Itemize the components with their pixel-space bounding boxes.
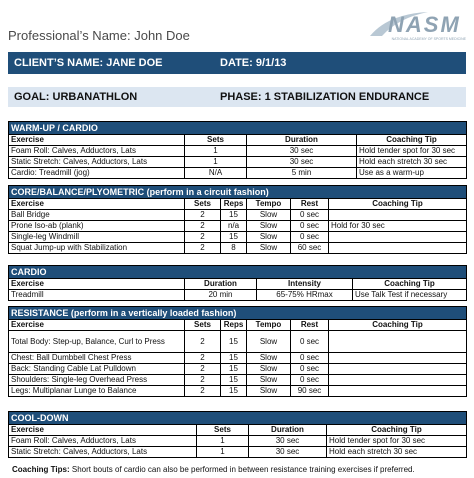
resistance-header: Reps bbox=[221, 320, 247, 331]
tip-cell bbox=[329, 375, 467, 386]
tip-cell: Hold tender spot for 30 sec bbox=[357, 146, 467, 157]
core-header: Sets bbox=[185, 199, 221, 210]
tip-cell bbox=[329, 386, 467, 397]
rest-cell: 0 sec bbox=[291, 375, 329, 386]
tempo-cell: Slow bbox=[247, 386, 291, 397]
cooldown-header: Sets bbox=[197, 425, 249, 436]
exercise-cell: Foam Roll: Calves, Adductors, Lats bbox=[9, 436, 197, 447]
table-row bbox=[9, 353, 467, 364]
warmup-title: WARM-UP / CARDIO bbox=[9, 122, 467, 135]
nasm-logo bbox=[368, 10, 464, 46]
table-row bbox=[9, 447, 467, 458]
professional-value: John Doe bbox=[134, 28, 190, 43]
reps-cell: 15 bbox=[221, 353, 247, 364]
resistance-header: Exercise bbox=[9, 320, 185, 331]
goal-bar bbox=[8, 87, 466, 107]
tip-cell bbox=[329, 331, 467, 353]
warmup-header: Exercise bbox=[9, 135, 185, 146]
sets-cell: 1 bbox=[197, 447, 249, 458]
tip-cell: Hold tender spot for 30 sec bbox=[327, 436, 467, 447]
table-row bbox=[9, 146, 467, 157]
exercise-cell: Chest: Ball Dumbbell Chest Press bbox=[9, 353, 185, 364]
exercise-cell: Shoulders: Single-leg Overhead Press bbox=[9, 375, 185, 386]
tempo-cell: Slow bbox=[247, 243, 291, 254]
table-row bbox=[9, 290, 467, 301]
sets-cell: 2 bbox=[185, 243, 221, 254]
table-row bbox=[9, 221, 467, 232]
table-row bbox=[9, 168, 467, 179]
footnote-text: Short bouts of cardio can also be performed in between resistance training exercises if preferred. bbox=[69, 465, 415, 474]
tempo-cell: Slow bbox=[247, 232, 291, 243]
duration-cell: 30 sec bbox=[249, 447, 327, 458]
core-title: CORE/BALANCE/PLYOMETRIC (perform in a circuit fashion) bbox=[9, 186, 467, 199]
table-row bbox=[9, 210, 467, 221]
tip-cell bbox=[329, 353, 467, 364]
rest-cell: 0 sec bbox=[291, 331, 329, 353]
tempo-cell: Slow bbox=[247, 331, 291, 353]
resistance-header: Coaching Tip bbox=[329, 320, 467, 331]
rest-cell: 60 sec bbox=[291, 243, 329, 254]
footnote-label: Coaching Tips: bbox=[12, 465, 70, 474]
tempo-cell: Slow bbox=[247, 375, 291, 386]
table-row bbox=[9, 331, 467, 353]
rest-cell: 0 sec bbox=[291, 210, 329, 221]
client-name: CLIENT’S NAME: JANE DOE bbox=[14, 57, 163, 69]
intensity-cell: 65-75% HRmax bbox=[257, 290, 353, 301]
duration-cell: 30 sec bbox=[247, 146, 357, 157]
exercise-cell: Static Stretch: Calves, Adductors, Lats bbox=[9, 447, 197, 458]
rest-cell: 0 sec bbox=[291, 364, 329, 375]
sets-cell: 2 bbox=[185, 353, 221, 364]
core-table bbox=[8, 185, 467, 254]
exercise-cell: Foam Roll: Calves, Adductors, Lats bbox=[9, 146, 185, 157]
duration-cell: 30 sec bbox=[249, 436, 327, 447]
cooldown-header: Coaching Tip bbox=[327, 425, 467, 436]
duration-cell: 5 min bbox=[247, 168, 357, 179]
sets-cell: 2 bbox=[185, 221, 221, 232]
exercise-cell: Static Stretch: Calves, Adductors, Lats bbox=[9, 157, 185, 168]
session-date: DATE: 9/1/13 bbox=[220, 57, 287, 69]
tempo-cell: Slow bbox=[247, 353, 291, 364]
exercise-cell: Squat Jump-up with Stabilization bbox=[9, 243, 185, 254]
rest-cell: 0 sec bbox=[291, 232, 329, 243]
phase: PHASE: 1 STABILIZATION ENDURANCE bbox=[220, 91, 430, 103]
reps-cell: 15 bbox=[221, 331, 247, 353]
tip-cell: Hold each stretch 30 sec bbox=[327, 447, 467, 458]
sets-cell: 2 bbox=[185, 232, 221, 243]
tip-cell bbox=[329, 232, 467, 243]
cooldown-header: Duration bbox=[249, 425, 327, 436]
sets-cell: 2 bbox=[185, 210, 221, 221]
duration-cell: 30 sec bbox=[247, 157, 357, 168]
core-header: Rest bbox=[291, 199, 329, 210]
cooldown-table bbox=[8, 411, 467, 458]
resistance-header: Tempo bbox=[247, 320, 291, 331]
core-header: Tempo bbox=[247, 199, 291, 210]
table-row bbox=[9, 386, 467, 397]
tempo-cell: Slow bbox=[247, 210, 291, 221]
table-row bbox=[9, 375, 467, 386]
tip-cell bbox=[329, 210, 467, 221]
exercise-cell: Legs: Multiplanar Lunge to Balance bbox=[9, 386, 185, 397]
warmup-header: Sets bbox=[185, 135, 247, 146]
goal: GOAL: URBANATHLON bbox=[14, 91, 138, 103]
cardio-header: Duration bbox=[185, 279, 257, 290]
logo-subtext: NATIONAL ACADEMY OF SPORTS MEDICINE bbox=[391, 37, 466, 41]
cardio-header: Intensity bbox=[257, 279, 353, 290]
sets-cell: 2 bbox=[185, 331, 221, 353]
table-row bbox=[9, 364, 467, 375]
warmup-table bbox=[8, 121, 467, 179]
exercise-cell: Single-leg Windmill bbox=[9, 232, 185, 243]
client-bar bbox=[8, 52, 466, 74]
resistance-header: Sets bbox=[185, 320, 221, 331]
sets-cell: 2 bbox=[185, 364, 221, 375]
sets-cell: 1 bbox=[197, 436, 249, 447]
duration-cell: 20 min bbox=[185, 290, 257, 301]
cardio-header: Coaching Tip bbox=[353, 279, 467, 290]
tempo-cell: Slow bbox=[247, 364, 291, 375]
rest-cell: 0 sec bbox=[291, 353, 329, 364]
tip-cell: Use Talk Test if necessary bbox=[353, 290, 467, 301]
cardio-title: CARDIO bbox=[9, 266, 467, 279]
cooldown-header: Exercise bbox=[9, 425, 197, 436]
resistance-table bbox=[8, 306, 467, 397]
core-header: Reps bbox=[221, 199, 247, 210]
exercise-cell: Ball Bridge bbox=[9, 210, 185, 221]
reps-cell: 15 bbox=[221, 386, 247, 397]
table-row bbox=[9, 232, 467, 243]
table-row bbox=[9, 436, 467, 447]
tip-cell: Hold each stretch 30 sec bbox=[357, 157, 467, 168]
tip-cell bbox=[329, 364, 467, 375]
coaching-footnote bbox=[12, 465, 415, 474]
tip-cell: Hold for 30 sec bbox=[329, 221, 467, 232]
core-header: Coaching Tip bbox=[329, 199, 467, 210]
reps-cell: 15 bbox=[221, 364, 247, 375]
warmup-header: Coaching Tip bbox=[357, 135, 467, 146]
reps-cell: 15 bbox=[221, 232, 247, 243]
logo-text: NASM bbox=[388, 12, 461, 37]
professional-label: Professional’s Name: bbox=[8, 28, 131, 43]
tempo-cell: Slow bbox=[247, 221, 291, 232]
sets-cell: 2 bbox=[185, 375, 221, 386]
exercise-cell: Total Body: Step-up, Balance, Curl to Press bbox=[9, 331, 185, 353]
tip-cell bbox=[329, 243, 467, 254]
sets-cell: N/A bbox=[185, 168, 247, 179]
cooldown-title: COOL-DOWN bbox=[9, 412, 467, 425]
sets-cell: 1 bbox=[185, 146, 247, 157]
reps-cell: 15 bbox=[221, 210, 247, 221]
rest-cell: 0 sec bbox=[291, 221, 329, 232]
exercise-cell: Prone Iso-ab (plank) bbox=[9, 221, 185, 232]
exercise-cell: Back: Standing Cable Lat Pulldown bbox=[9, 364, 185, 375]
table-row bbox=[9, 243, 467, 254]
reps-cell: 15 bbox=[221, 375, 247, 386]
core-header: Exercise bbox=[9, 199, 185, 210]
exercise-cell: Treadmill bbox=[9, 290, 185, 301]
sets-cell: 1 bbox=[185, 157, 247, 168]
sets-cell: 2 bbox=[185, 386, 221, 397]
cardio-header: Exercise bbox=[9, 279, 185, 290]
cardio-table bbox=[8, 265, 467, 301]
rest-cell: 90 sec bbox=[291, 386, 329, 397]
reps-cell: 8 bbox=[221, 243, 247, 254]
reps-cell: n/a bbox=[221, 221, 247, 232]
exercise-cell: Cardio: Treadmill (jog) bbox=[9, 168, 185, 179]
tip-cell: Use as a warm-up bbox=[357, 168, 467, 179]
professional-name bbox=[8, 28, 190, 43]
resistance-header: Rest bbox=[291, 320, 329, 331]
resistance-title: RESISTANCE (perform in a vertically loaded fashion) bbox=[9, 307, 467, 320]
table-row bbox=[9, 157, 467, 168]
warmup-header: Duration bbox=[247, 135, 357, 146]
